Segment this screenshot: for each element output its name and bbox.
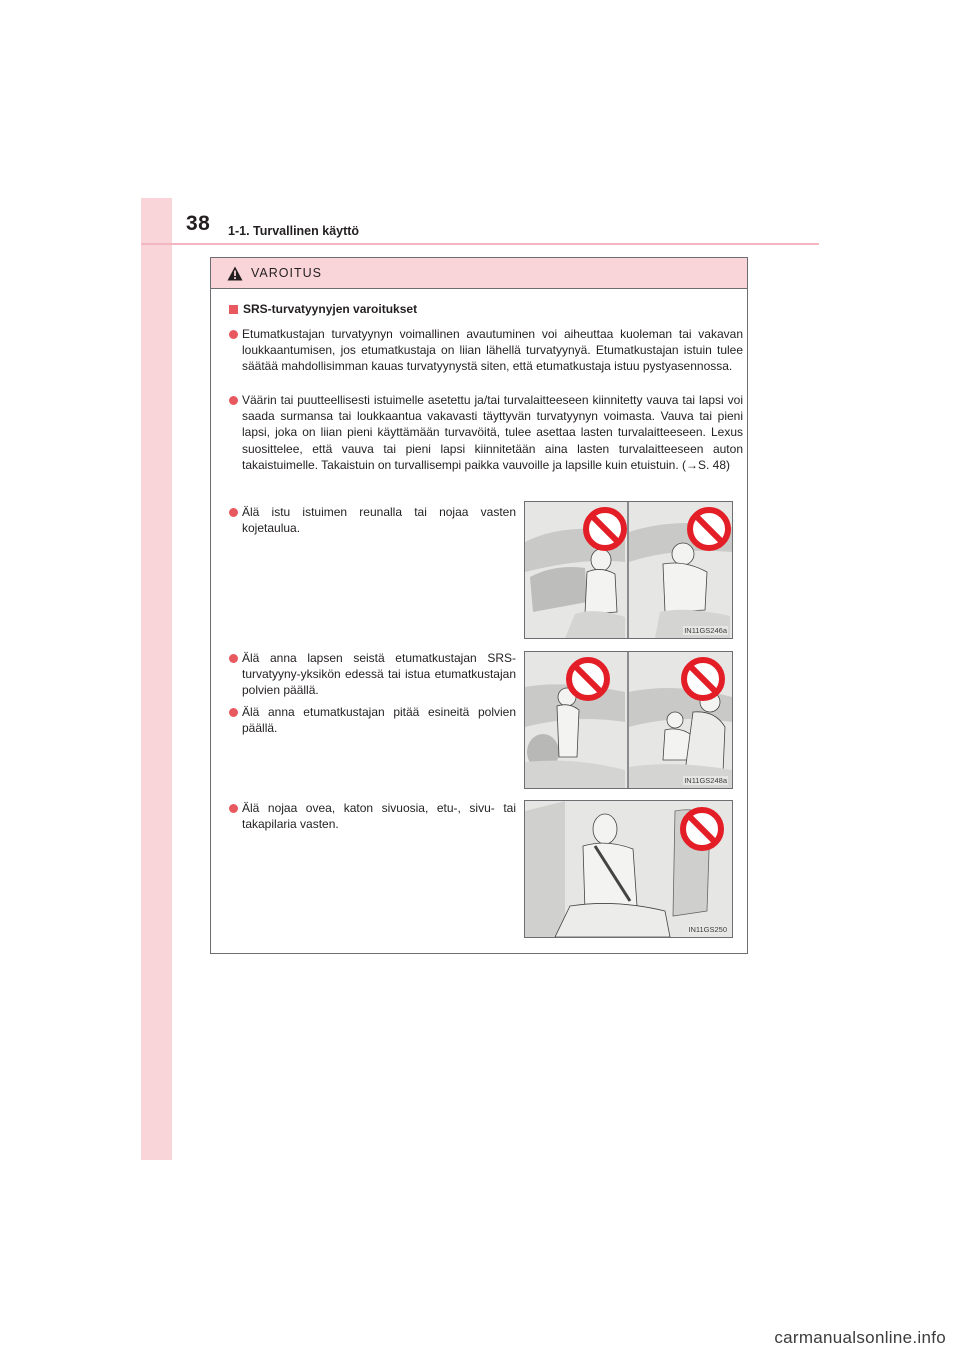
- bullet-dot-icon: [229, 330, 238, 339]
- bullet-text: Älä nojaa ovea, katon sivuosia, etu-, sivu- tai takapilaria vasten.: [242, 801, 516, 832]
- bullet-text: Etumatkustajan turvatyynyn voimallinen avautuminen voi aiheuttaa kuoleman tai vakavan loukkaantumisen, jos etumatkustaja on liian lähellä turvatyynyä. Etumatkustajan istuin tulee säätää mahdollisimman kauas turvatyynystä siten, että etumatkustaja istuu pystyasennossa.: [242, 327, 743, 374]
- warning-bullet: [229, 504, 516, 536]
- prohibited-icon: [690, 510, 728, 548]
- illustration-child-airbag: [524, 651, 733, 789]
- bullet-text: Väärin tai puutteellisesti istuimelle asetettu ja/tai turvalaitteeseen kiinnitetty vauva tai lapsi voi saada surmansa tai loukkaantua vakavasti täyttyvän turvatyynyn voimasta. Vauva tai pieni lapsi, joka on liian pieni käyttämään turvavöitä, tulee asettaa lasten turvalaitteeseen. Lexus suosittelee, että vauva tai pieni lapsi kiinnitetään aina lasten turvalaitteeseen auton takaistuimelle. Takaistuin on turvallisempi paikka vauvoille ja lapsille kuin etuistuin. (→S. 48): [242, 393, 743, 472]
- warning-bullet: [229, 650, 516, 699]
- header-rule: [141, 243, 819, 245]
- watermark: carmanualsonline.info: [774, 1328, 946, 1347]
- warning-header: [211, 258, 747, 289]
- illustration-code: IN11GS246a: [684, 626, 727, 635]
- warning-bullet: [229, 326, 743, 375]
- bullet-dot-icon: [229, 708, 238, 717]
- square-bullet-icon: [229, 305, 238, 314]
- warning-title: VAROITUS: [251, 266, 322, 280]
- bullet-dot-icon: [229, 804, 238, 813]
- bullet-dot-icon: [229, 508, 238, 517]
- illustration-code: IN11GS250: [688, 925, 727, 934]
- bullet-text: Älä istu istuimen reunalla tai nojaa vasten kojetaulua.: [242, 505, 516, 536]
- illustration-code: IN11GS248a: [684, 776, 727, 785]
- warning-box: [210, 257, 748, 954]
- prohibited-icon: [683, 810, 721, 848]
- warning-bullet: [229, 392, 743, 473]
- illustration-dashboard-lean: [524, 501, 733, 639]
- prohibited-icon: [586, 510, 624, 548]
- prohibited-icon: [569, 660, 607, 698]
- prohibited-icon: [684, 660, 722, 698]
- bullet-dot-icon: [229, 396, 238, 405]
- warning-subheading: [229, 302, 417, 316]
- warning-bullet: [229, 704, 516, 736]
- illustration-door-lean: [524, 800, 733, 938]
- page-number: 38: [186, 212, 211, 235]
- subheading-text: SRS-turvatyynyjen varoitukset: [243, 302, 418, 316]
- warning-triangle-icon: [227, 266, 243, 281]
- warning-bullet: [229, 800, 516, 832]
- bullet-dot-icon: [229, 654, 238, 663]
- chapter-side-tab: [141, 198, 172, 1160]
- section-title: 1-1. Turvallinen käyttö: [228, 224, 360, 238]
- bullet-text: Älä anna etumatkustajan pitää esineitä polvien päällä.: [242, 705, 516, 736]
- bullet-text: Älä anna lapsen seistä etumatkustajan SRS-turvatyyny-yksikön edessä tai istua etumatkustajan polvien päällä.: [242, 651, 516, 698]
